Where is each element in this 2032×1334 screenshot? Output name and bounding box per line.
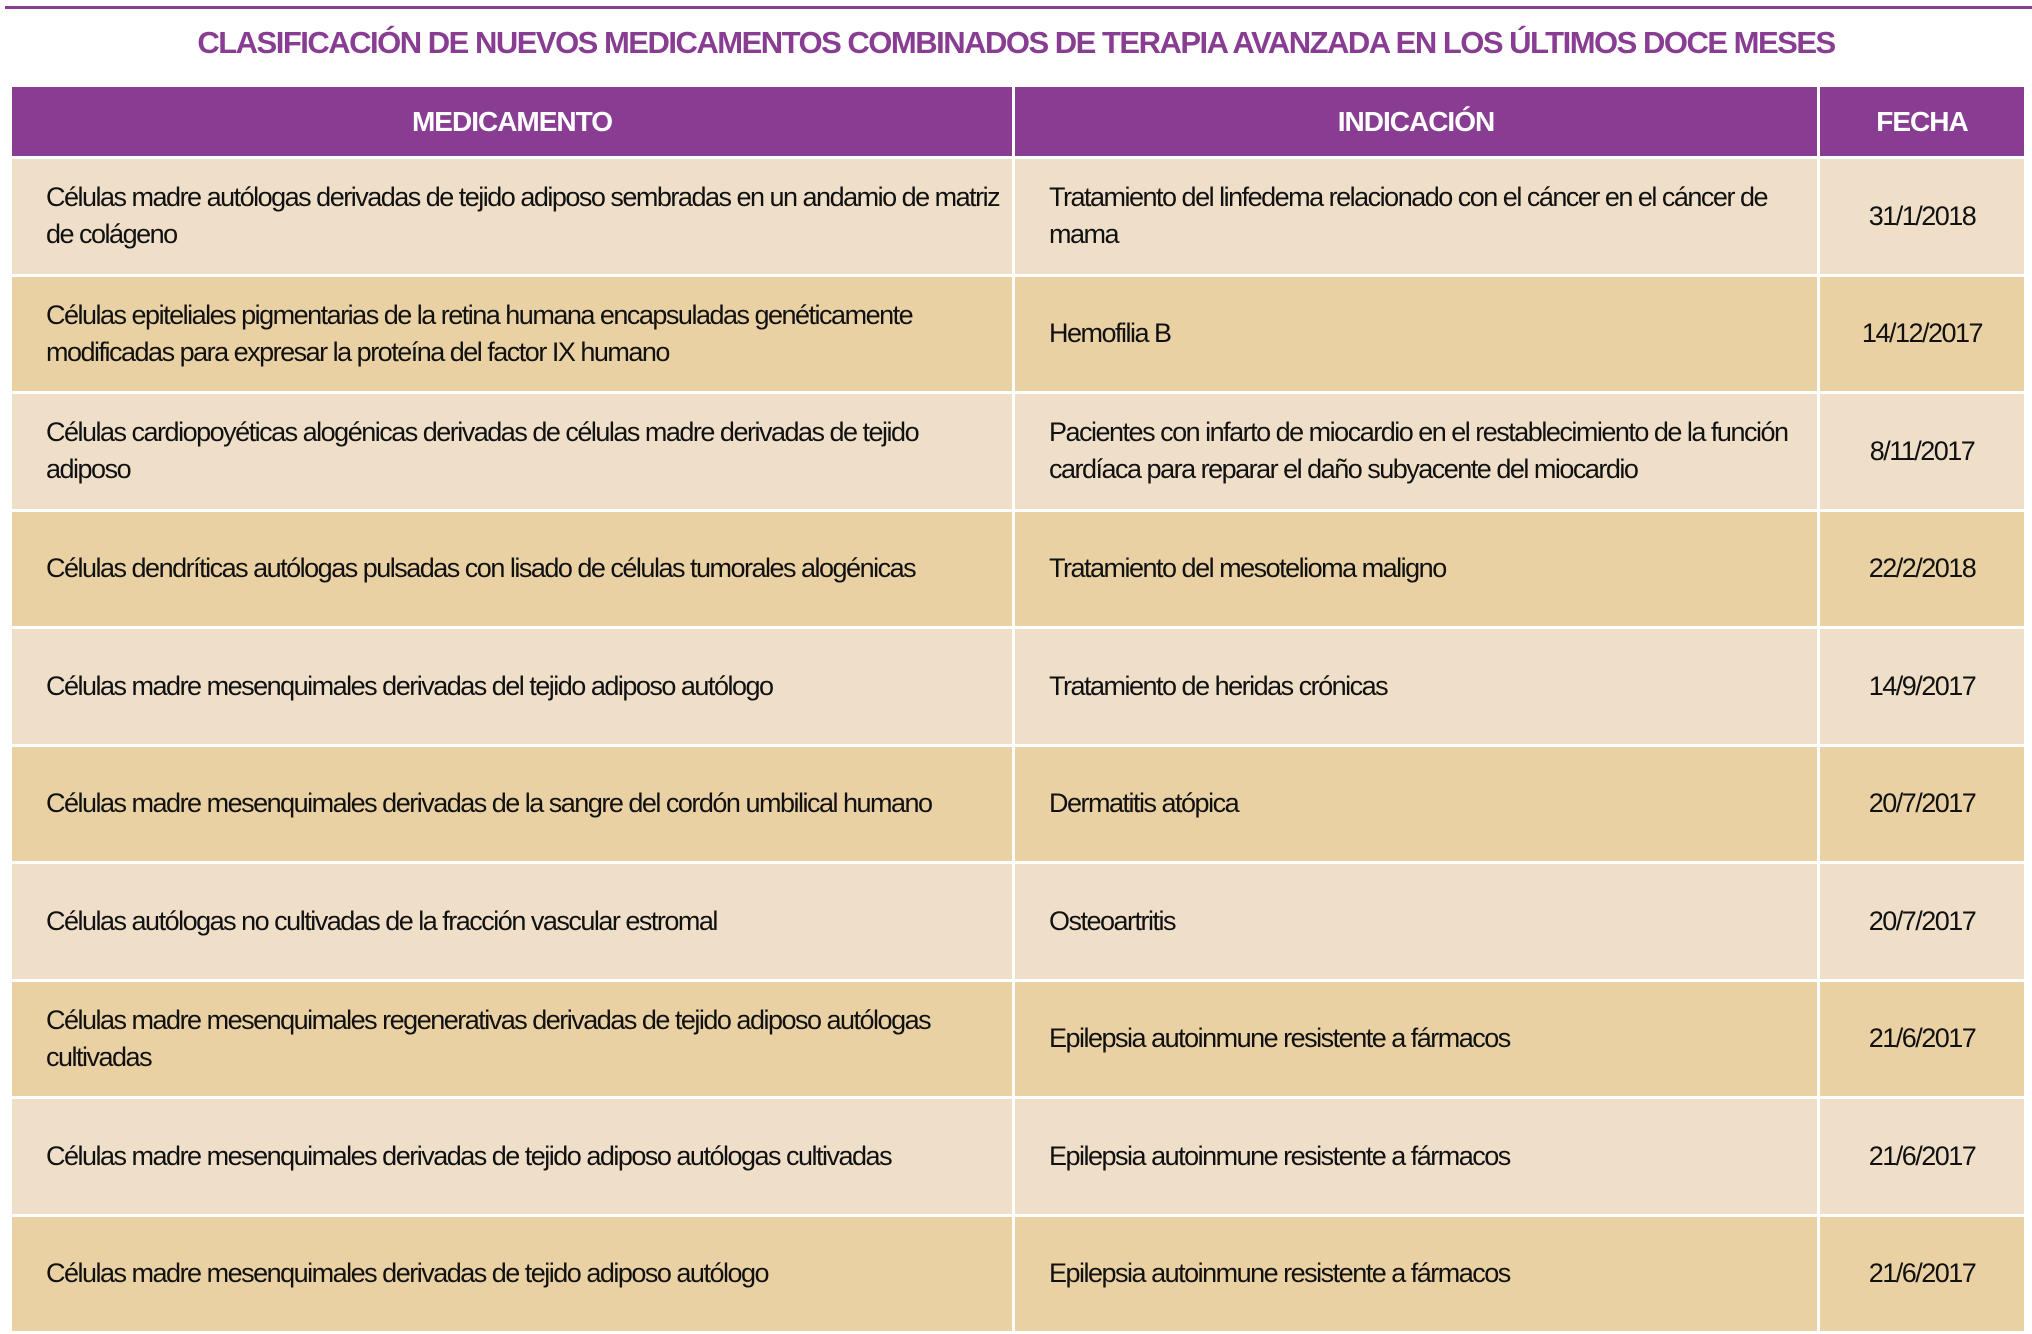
table-row (12, 864, 2024, 982)
cell-indicacion (1015, 159, 1820, 274)
table-row (12, 629, 2024, 747)
cell-fecha (1820, 512, 2024, 627)
cell-medicamento (12, 1217, 1015, 1332)
cell-fecha (1820, 864, 2024, 979)
cell-fecha (1820, 1217, 2024, 1332)
cell-indicacion (1015, 629, 1820, 744)
cell-indicacion (1015, 864, 1820, 979)
cell-medicamento-text: Células madre mesenquimales derivadas de tejido adiposo autólogas cultivadas (46, 1138, 891, 1175)
table-row (12, 982, 2024, 1100)
cell-indicacion-text: Epilepsia autoinmune resistente a fármacos (1049, 1020, 1510, 1057)
cell-fecha (1820, 982, 2024, 1097)
cell-indicacion (1015, 1099, 1820, 1214)
cell-medicamento (12, 982, 1015, 1097)
cell-medicamento-text: Células madre mesenquimales regenerativas derivadas de tejido adiposo autólogas cultivadas (46, 1002, 1002, 1076)
cell-medicamento-text: Células madre mesenquimales derivadas de tejido adiposo autólogo (46, 1255, 768, 1292)
cell-indicacion (1015, 1217, 1820, 1332)
cell-medicamento (12, 1099, 1015, 1214)
header-indicacion (1015, 87, 1820, 156)
cell-fecha-text: 14/9/2017 (1869, 668, 1976, 705)
cell-indicacion-text: Tratamiento de heridas crónicas (1049, 668, 1387, 705)
cell-medicamento (12, 159, 1015, 274)
table-header (12, 87, 2024, 159)
cell-indicacion-text: Epilepsia autoinmune resistente a fármacos (1049, 1138, 1510, 1175)
cell-medicamento (12, 747, 1015, 862)
cell-fecha-text: 20/7/2017 (1869, 903, 1976, 940)
header-label: MEDICAMENTO (412, 106, 612, 138)
cell-fecha (1820, 277, 2024, 392)
top-rule (5, 6, 2032, 9)
header-fecha (1820, 87, 2024, 156)
cell-medicamento (12, 512, 1015, 627)
cell-indicacion (1015, 747, 1820, 862)
cell-medicamento-text: Células dendríticas autólogas pulsadas con lisado de células tumorales alogénicas (46, 550, 915, 587)
cell-indicacion-text: Hemofilia B (1049, 315, 1171, 352)
cell-indicacion (1015, 512, 1820, 627)
cell-indicacion-text: Epilepsia autoinmune resistente a fármacos (1049, 1255, 1510, 1292)
cell-medicamento-text: Células madre mesenquimales derivadas del tejido adiposo autólogo (46, 668, 773, 705)
cell-fecha-text: 21/6/2017 (1869, 1020, 1976, 1057)
cell-indicacion (1015, 394, 1820, 509)
cell-medicamento (12, 277, 1015, 392)
cell-medicamento-text: Células autólogas no cultivadas de la fracción vascular estromal (46, 903, 717, 940)
cell-fecha-text: 31/1/2018 (1869, 198, 1976, 235)
cell-indicacion-text: Dermatitis atópica (1049, 785, 1238, 822)
table-row (12, 1099, 2024, 1217)
cell-medicamento (12, 629, 1015, 744)
cell-medicamento-text: Células madre mesenquimales derivadas de la sangre del cordón umbilical humano (46, 785, 932, 822)
page-title (10, 22, 2022, 64)
cell-medicamento-text: Células madre autólogas derivadas de tejido adiposo sembradas en un andamio de matriz de colágeno (46, 179, 1002, 253)
cell-fecha (1820, 629, 2024, 744)
cell-medicamento (12, 864, 1015, 979)
cell-medicamento-text: Células cardiopoyéticas alogénicas derivadas de células madre derivadas de tejido adiposo (46, 414, 1002, 488)
cell-indicacion-text: Tratamiento del mesotelioma maligno (1049, 550, 1446, 587)
cell-fecha (1820, 747, 2024, 862)
cell-fecha (1820, 1099, 2024, 1214)
cell-medicamento (12, 394, 1015, 509)
cell-fecha-text: 20/7/2017 (1869, 785, 1976, 822)
cell-fecha (1820, 394, 2024, 509)
table-row (12, 277, 2024, 395)
table-row (12, 159, 2024, 277)
cell-indicacion-text: Tratamiento del linfedema relacionado con el cáncer en el cáncer de mama (1049, 179, 1801, 253)
page-title-text: CLASIFICACIÓN DE NUEVOS MEDICAMENTOS COMBINADOS DE TERAPIA AVANZADA EN LOS ÚLTIMOS DOCE MESES (197, 25, 1834, 60)
header-medicamento (12, 87, 1015, 156)
cell-indicacion (1015, 982, 1820, 1097)
table-row (12, 512, 2024, 630)
header-label: INDICACIÓN (1338, 106, 1494, 138)
cell-indicacion-text: Osteoartritis (1049, 903, 1175, 940)
table-row (12, 747, 2024, 865)
table-row (12, 1217, 2024, 1334)
table-body (12, 159, 2024, 1334)
cell-fecha-text: 22/2/2018 (1869, 550, 1976, 587)
cell-fecha-text: 21/6/2017 (1869, 1255, 1976, 1292)
cell-indicacion-text: Pacientes con infarto de miocardio en el restablecimiento de la función cardíaca para reparar el daño subyacente del miocardio (1049, 414, 1801, 488)
medications-table (12, 87, 2024, 1334)
cell-indicacion (1015, 277, 1820, 392)
cell-medicamento-text: Células epiteliales pigmentarias de la retina humana encapsuladas genéticamente modificadas para expresar la proteína del factor IX humano (46, 297, 1002, 371)
cell-fecha (1820, 159, 2024, 274)
cell-fecha-text: 14/12/2017 (1862, 315, 1982, 352)
table-row (12, 394, 2024, 512)
cell-fecha-text: 21/6/2017 (1869, 1138, 1976, 1175)
header-label: FECHA (1876, 106, 1967, 138)
cell-fecha-text: 8/11/2017 (1870, 433, 1975, 470)
